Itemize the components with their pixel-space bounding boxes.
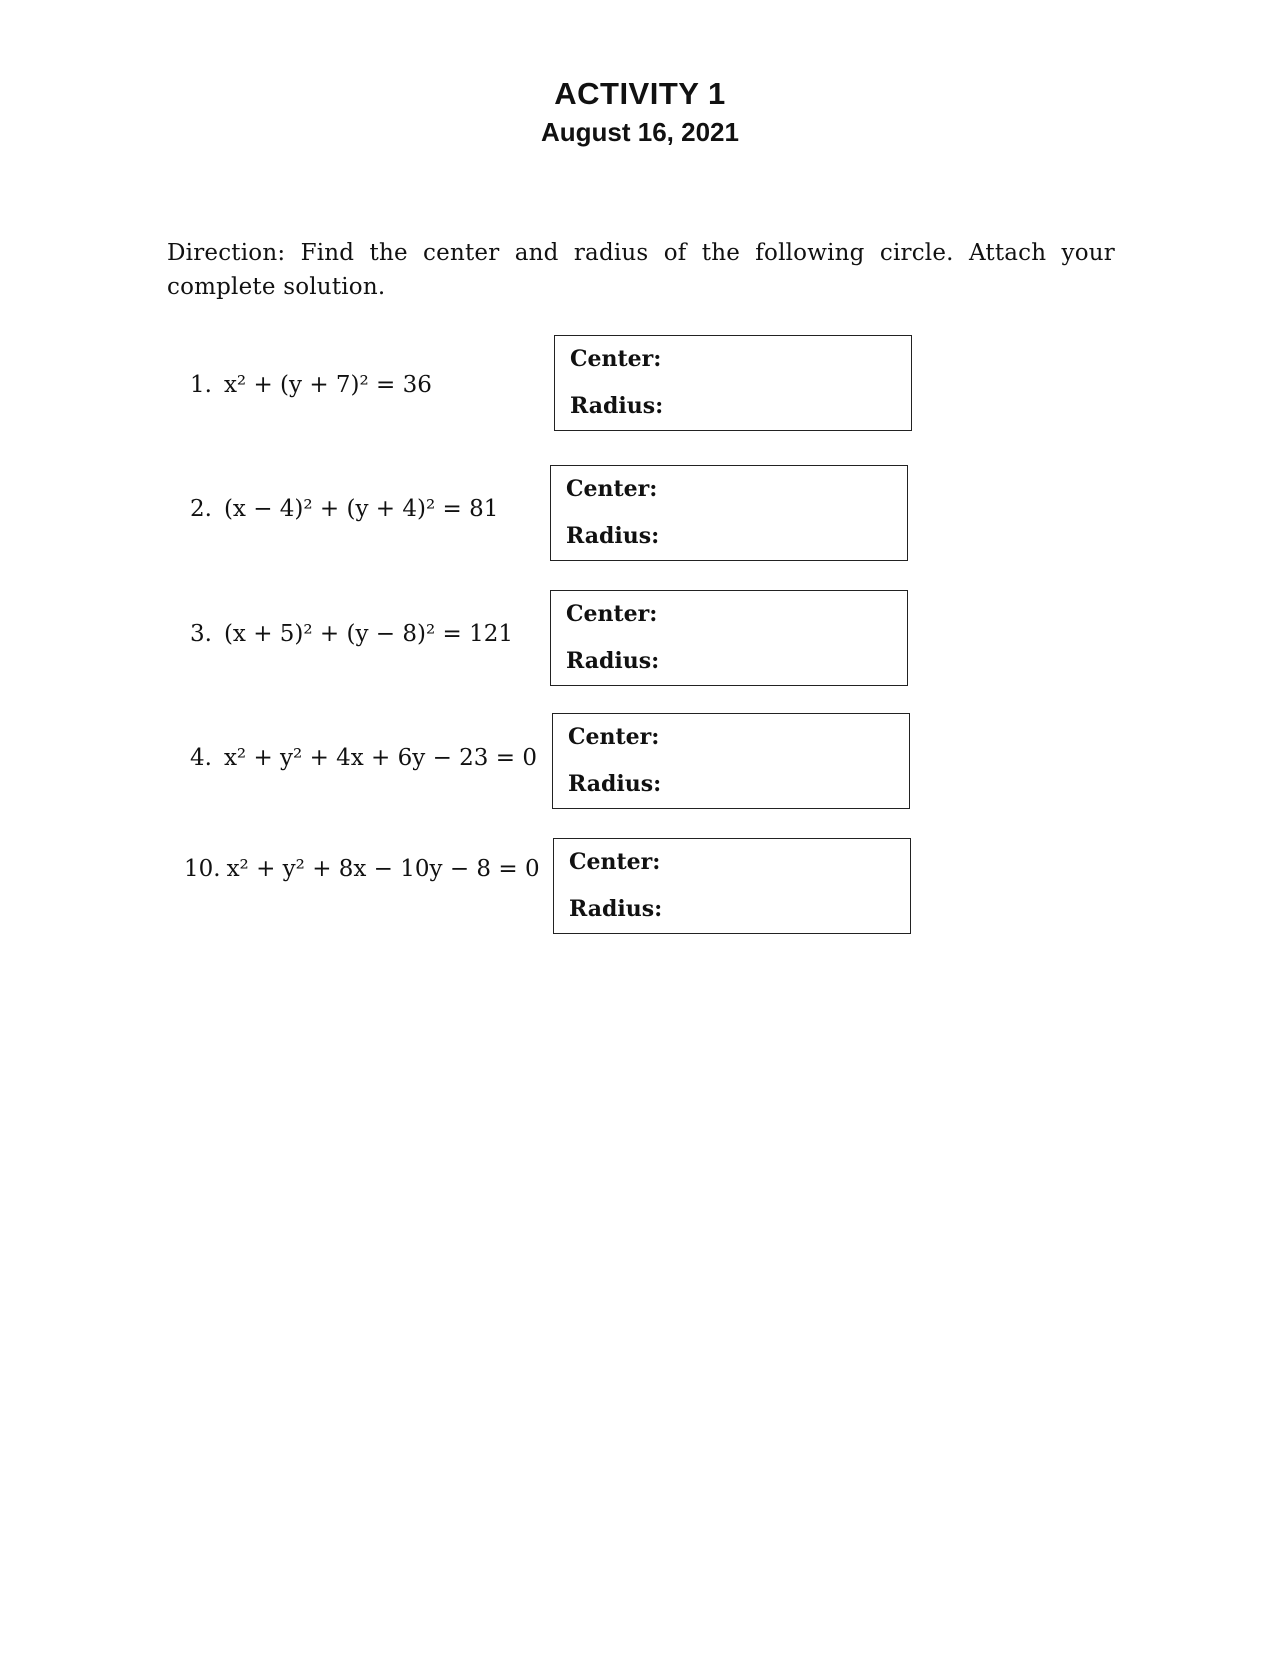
problem-equation (190, 621, 513, 647)
radius-label: Radius: (566, 648, 660, 674)
center-label: Center: (570, 346, 662, 372)
problem-item-1 (0, 335, 1280, 433)
problem-equation (190, 372, 432, 398)
problem-equation (190, 745, 537, 771)
problem-equation (184, 856, 540, 882)
answer-box[interactable] (553, 838, 911, 934)
direction-text: Direction: Find the center and radius of the following circle. Attach your complete solution. (167, 240, 1115, 300)
problem-number: 2. (190, 496, 212, 522)
problem-item-4 (0, 713, 1280, 811)
equation-text: (x − 4)² + (y + 4)² = 81 (223, 496, 499, 522)
problem-number: 4. (190, 745, 212, 771)
answer-box[interactable] (554, 335, 912, 431)
problem-item-2 (0, 465, 1280, 563)
center-label: Center: (568, 724, 660, 750)
problem-number: 1. (190, 372, 212, 398)
answer-box[interactable] (550, 465, 908, 561)
center-label: Center: (566, 476, 658, 502)
radius-label: Radius: (568, 771, 662, 797)
problem-equation (190, 496, 498, 522)
answer-box[interactable] (550, 590, 908, 686)
page-title: ACTIVITY 1 (554, 76, 726, 111)
equation-text: x² + y² + 8x − 10y − 8 = 0 (226, 856, 540, 882)
problem-item-3 (0, 590, 1280, 688)
answer-box[interactable] (552, 713, 910, 809)
center-label: Center: (566, 601, 658, 627)
radius-label: Radius: (566, 523, 660, 549)
problem-item-10 (0, 838, 1280, 936)
problem-number: 10. (184, 856, 221, 882)
center-label: Center: (569, 849, 661, 875)
equation-text: x² + y² + 4x + 6y − 23 = 0 (223, 745, 537, 771)
equation-text: (x + 5)² + (y − 8)² = 121 (223, 621, 513, 647)
problem-number: 3. (190, 621, 212, 647)
radius-label: Radius: (569, 896, 663, 922)
radius-label: Radius: (570, 393, 664, 419)
page-date: August 16, 2021 (541, 117, 739, 147)
equation-text: x² + (y + 7)² = 36 (223, 372, 432, 398)
